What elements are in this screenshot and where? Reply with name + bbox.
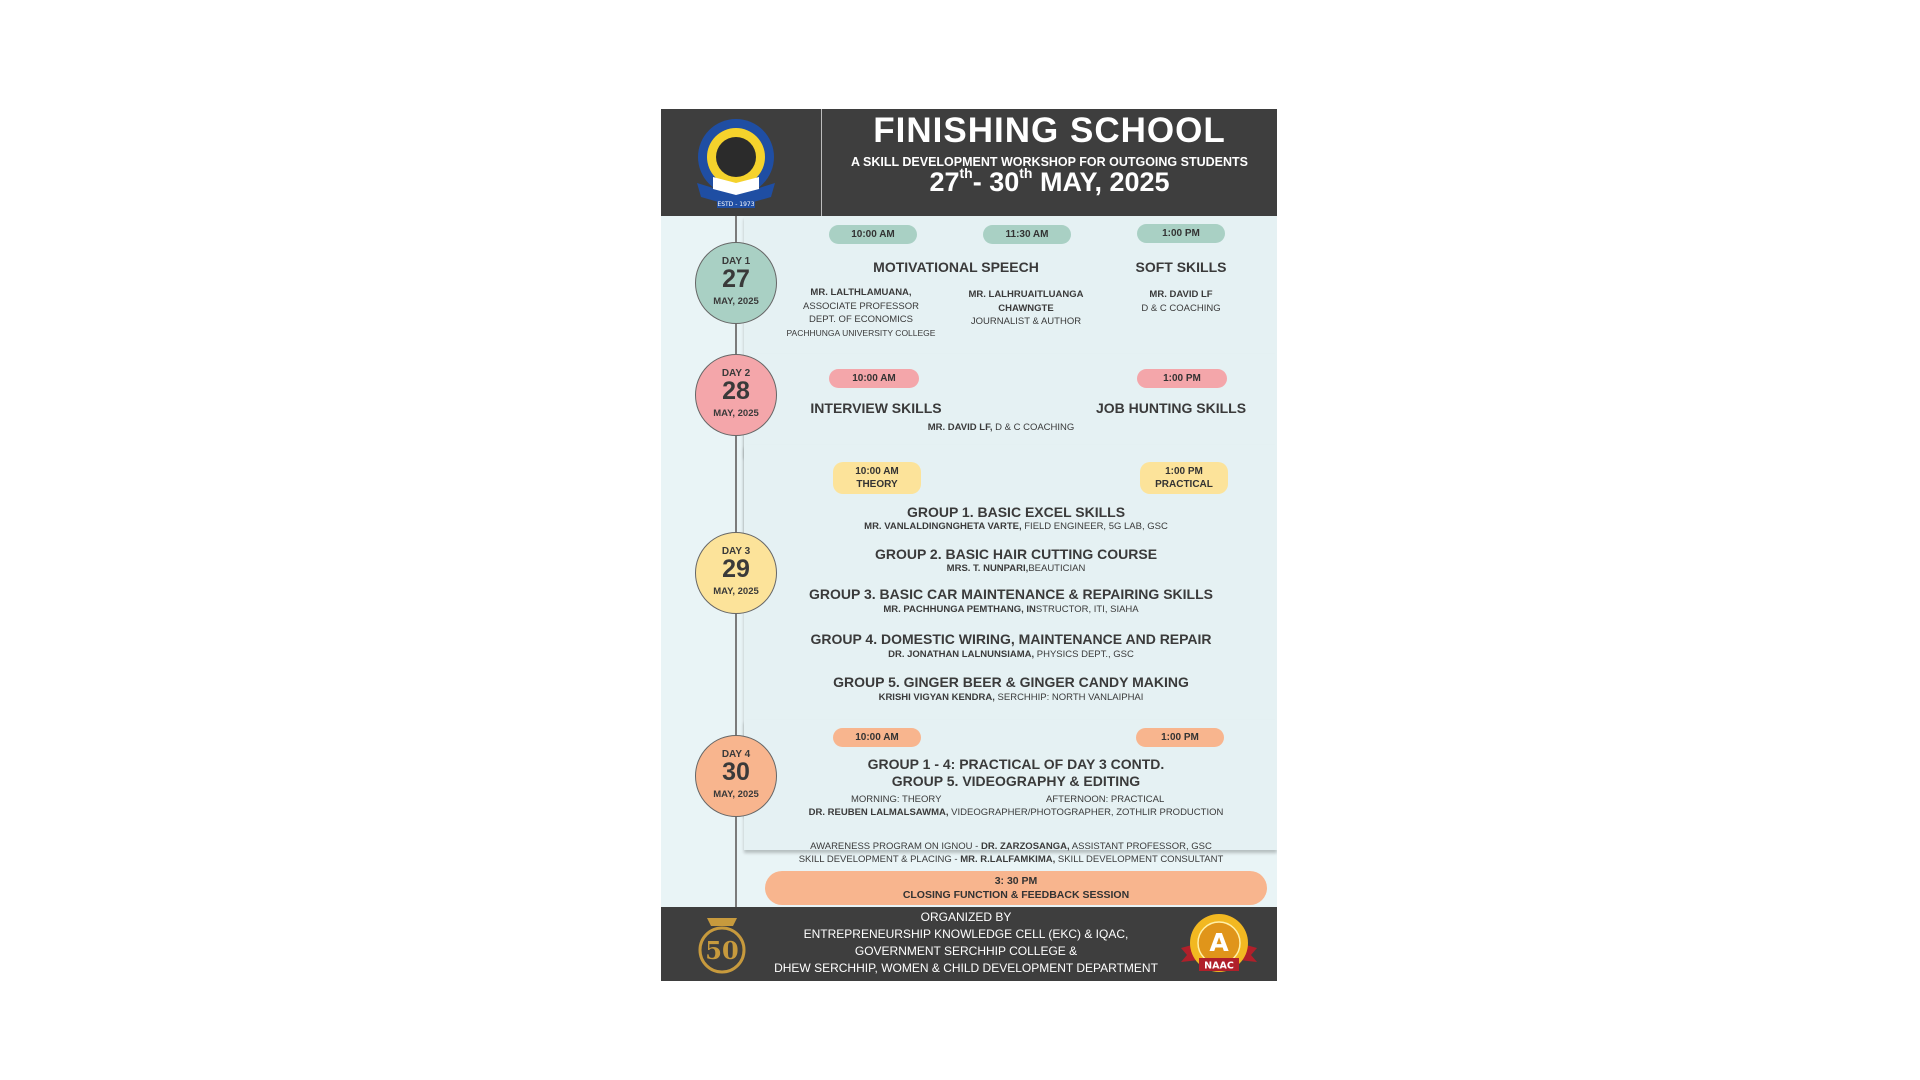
skill-development-placing: SKILL DEVELOPMENT & PLACING - MR. R.LALFAMKIMA, SKILL DEVELOPMENT CONSULTANT bbox=[798, 854, 1224, 865]
day3-group-5-title: GROUP 5. GINGER BEER & GINGER CANDY MAKING bbox=[833, 674, 1189, 690]
day4-circle: DAY 4 30 MAY, 2025 bbox=[695, 735, 777, 817]
day1-time-1: 10:00 AM bbox=[829, 225, 917, 244]
poster bbox=[661, 109, 1277, 981]
day3-group-3-title: GROUP 3. BASIC CAR MAINTENANCE & REPAIRING SKILLS bbox=[809, 586, 1213, 602]
svg-text:ESTD - 1973: ESTD - 1973 bbox=[717, 201, 755, 208]
day1-speaker-2: MR. LALHRUAITLUANGA CHAWNGTE JOURNALIST & AUTHOR bbox=[968, 289, 1084, 327]
day2-time-1: 10:00 AM bbox=[829, 369, 919, 388]
day4-time-1: 10:00 AM bbox=[833, 728, 921, 747]
day1-session-motivational: MOTIVATIONAL SPEECH bbox=[873, 259, 1039, 275]
day1-speaker-1: MR. LALTHLAMUANA, ASSOCIATE PROFESSOR DEPT. OF ECONOMICS PACHHUNGA UNIVERSITY COLLEGE bbox=[786, 287, 936, 338]
poster-subtitle: A SKILL DEVELOPMENT WORKSHOP FOR OUTGOING STUDENTS bbox=[850, 155, 1248, 169]
day1-time-3: 1:00 PM bbox=[1137, 224, 1225, 243]
day2-time-2: 1:00 PM bbox=[1137, 369, 1227, 388]
day2-speaker: MR. DAVID LF, D & C COACHING bbox=[927, 422, 1075, 433]
day3-time-theory: 10:00 AM THEORY bbox=[833, 462, 921, 494]
day2-session-job-hunting: JOB HUNTING SKILLS bbox=[1095, 400, 1247, 416]
day1-circle: DAY 1 27 MAY, 2025 bbox=[695, 242, 777, 324]
organizers: ORGANIZED BY ENTREPRENEURSHIP KNOWLEDGE CELL (EKC) & IQAC, GOVERNMENT SERCHHIP COLLEGE & DHEW SERCHHIP, WOMEN & CHILD DEVELOPMENT DEPARTMENT bbox=[774, 910, 1158, 975]
ignou-awareness: AWARENESS PROGRAM ON IGNOU - DR. ZARZOSANGA, ASSISTANT PROFESSOR, GSC bbox=[810, 841, 1212, 852]
svg-text:NAAC: NAAC bbox=[1204, 960, 1234, 972]
day4-time-2: 1:00 PM bbox=[1136, 728, 1224, 747]
day2-circle: DAY 2 28 MAY, 2025 bbox=[695, 354, 777, 436]
svg-text:A: A bbox=[1209, 928, 1229, 957]
day4-morning: MORNING: THEORY bbox=[851, 794, 942, 805]
day4-speaker: DR. REUBEN LALMALSAWMA, VIDEOGRAPHER/PHOTOGRAPHER, ZOTHLIR PRODUCTION bbox=[808, 807, 1224, 818]
day1-speaker-3: MR. DAVID LF D & C COACHING bbox=[1141, 289, 1221, 314]
day2-session-interview: INTERVIEW SKILLS bbox=[810, 400, 942, 416]
poster-footer bbox=[661, 907, 1277, 981]
golden-jubilee-emblem bbox=[691, 912, 753, 976]
day4-afternoon: AFTERNOON: PRACTICAL bbox=[1046, 794, 1165, 805]
day3-group-5-speaker: KRISHI VIGYAN KENDRA, SERCHHIP: NORTH VANLAIPHAI bbox=[878, 692, 1144, 703]
day3-group-2-speaker: MRS. T. NUNPARI,BEAUTICIAN bbox=[946, 563, 1086, 574]
day3-group-3-speaker: MR. PACHHUNGA PEMTHANG, INSTRUCTOR, ITI, SIAHA bbox=[883, 604, 1139, 615]
day3-group-4-speaker: DR. JONATHAN LALNUNSIAMA, PHYSICS DEPT., GSC bbox=[888, 649, 1134, 660]
day4-sessions: GROUP 1 - 4: PRACTICAL OF DAY 3 CONTD. GROUP 5. VIDEOGRAPHY & EDITING bbox=[867, 756, 1165, 789]
day3-group-2-title: GROUP 2. BASIC HAIR CUTTING COURSE bbox=[874, 546, 1158, 562]
day1-time-2: 11:30 AM bbox=[983, 225, 1071, 244]
day1-session-soft-skills: SOFT SKILLS bbox=[1135, 259, 1227, 275]
closing-session: 3: 30 PM CLOSING FUNCTION & FEEDBACK SESSION bbox=[765, 871, 1267, 905]
day3-group-4-title: GROUP 4. DOMESTIC WIRING, MAINTENANCE AND REPAIR bbox=[810, 631, 1212, 647]
poster-dates: 27th- 30th MAY, 2025 bbox=[929, 165, 1170, 197]
day3-time-practical: 1:00 PM PRACTICAL bbox=[1140, 462, 1228, 494]
college-logo bbox=[683, 113, 789, 213]
poster-header bbox=[661, 109, 1277, 216]
poster-title: FINISHING SCHOOL bbox=[873, 111, 1226, 150]
day3-group-1-title: GROUP 1. BASIC EXCEL SKILLS bbox=[906, 504, 1126, 520]
day3-group-1-speaker: MR. VANLALDINGNGHETA VARTE, FIELD ENGINEER, 5G LAB, GSC bbox=[864, 521, 1168, 532]
svg-text:50: 50 bbox=[705, 936, 739, 965]
day3-circle: DAY 3 29 MAY, 2025 bbox=[695, 532, 777, 614]
naac-a-grade-badge bbox=[1173, 910, 1265, 978]
